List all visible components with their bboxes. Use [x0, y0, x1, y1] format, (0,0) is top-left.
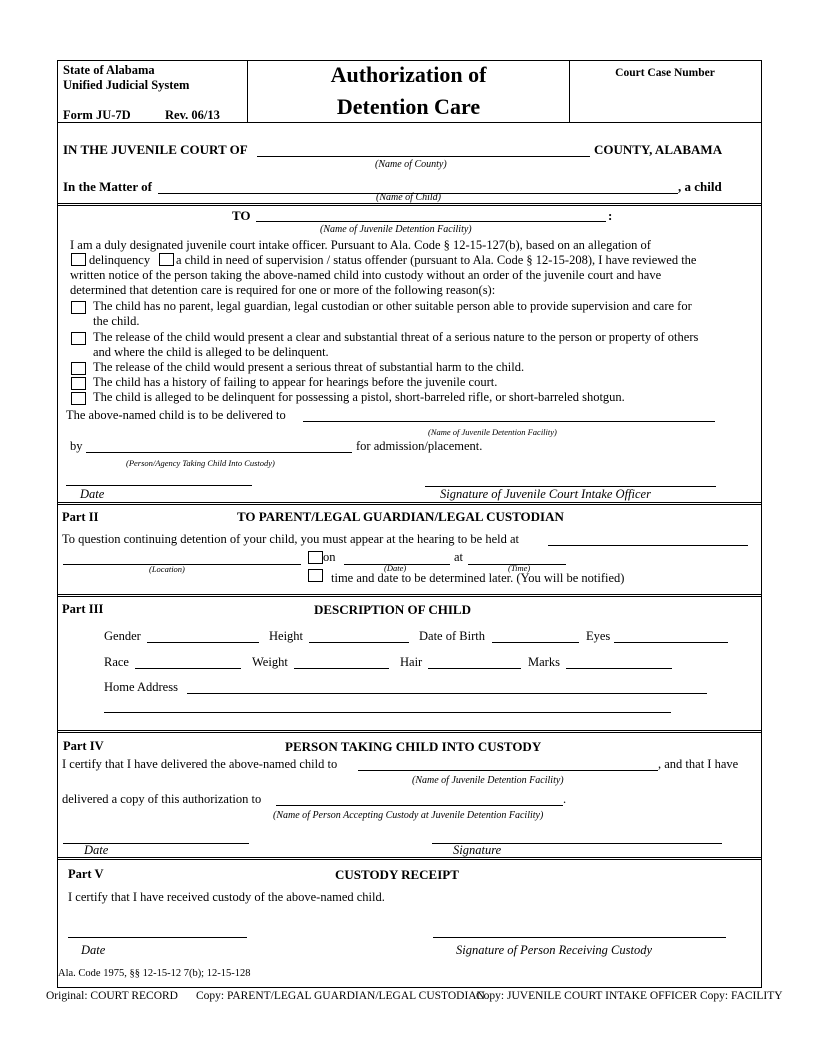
part4-label: Part IV: [63, 739, 104, 753]
address-field[interactable]: [187, 693, 707, 694]
original-distribution: Original: COURT RECORD: [46, 990, 178, 1002]
child-caption: (Name of Child): [376, 192, 441, 203]
reason4-text: The child has a history of failing to appear for hearings before the juvenile court.: [93, 375, 498, 389]
custody-person-field[interactable]: [86, 452, 352, 453]
hearing-date-checkbox[interactable]: [308, 551, 323, 564]
reason1-checkbox[interactable]: [71, 301, 86, 314]
county-alabama-label: COUNTY, ALABAMA: [594, 142, 723, 157]
admission-label: for admission/placement.: [356, 439, 483, 453]
part2-heading: TO PARENT/LEGAL GUARDIAN/LEGAL CUSTODIAN: [237, 509, 564, 524]
legal-citation: Ala. Code 1975, §§ 12-15-12 7(b); 12-15-128: [58, 968, 251, 979]
to-colon: :: [608, 208, 613, 223]
date-caption: (Date): [384, 563, 407, 573]
gender-field[interactable]: [147, 642, 259, 643]
part4-facility-caption: (Name of Juvenile Detention Facility): [412, 775, 564, 786]
date-field[interactable]: [66, 485, 252, 486]
child-suffix: , a child: [678, 179, 722, 194]
height-label: Height: [269, 629, 304, 643]
county-caption: (Name of County): [375, 159, 447, 170]
address-field-line2[interactable]: [104, 712, 671, 713]
later-label: time and date to be determined later. (You will be notified): [331, 571, 625, 585]
section-rule: [57, 857, 761, 860]
part5-date-label: Date: [81, 943, 106, 957]
dob-label: Date of Birth: [419, 629, 485, 643]
part4-and-that: , and that I have: [658, 757, 739, 771]
part3-heading: DESCRIPTION OF CHILD: [314, 602, 471, 617]
time-caption: (Time): [508, 563, 531, 573]
copy-facility: Copy: FACILITY: [700, 990, 783, 1002]
hearing-question: To question continuing detention of your child, you must appear at the hearing to be held at: [62, 532, 520, 546]
part3-label: Part III: [62, 602, 104, 616]
part4-facility-field[interactable]: [358, 770, 658, 771]
weight-label: Weight: [252, 655, 288, 669]
status-offender-checkbox[interactable]: [159, 253, 174, 266]
accepting-person-field[interactable]: [276, 805, 563, 806]
section-rule: [57, 203, 761, 206]
intake-signature-label: Signature of Juvenile Court Intake Officer: [440, 487, 651, 501]
location-caption: (Location): [149, 564, 185, 574]
part5-label: Part V: [68, 867, 104, 881]
to-label: TO: [232, 208, 251, 223]
system-name: Unified Judicial System: [63, 78, 190, 92]
form-number: Form JU-7D: [63, 108, 131, 122]
eyes-label: Eyes: [586, 629, 611, 643]
part5-heading: CUSTODY RECEIPT: [335, 867, 459, 882]
copy-parent: Copy: PARENT/LEGAL GUARDIAN/LEGAL CUSTODIAN: [196, 990, 485, 1002]
weight-field[interactable]: [294, 668, 389, 669]
form-title-line1: Authorization of: [330, 62, 487, 87]
gender-label: Gender: [104, 629, 141, 643]
delivered-copy-period: .: [563, 792, 567, 806]
delinquency-checkbox[interactable]: [71, 253, 86, 266]
part5-certify: I certify that I have received custody of the above-named child.: [68, 890, 385, 904]
part5-signature-label: Signature of Person Receiving Custody: [456, 943, 653, 957]
marks-label: Marks: [528, 655, 560, 669]
form-title-line2: Detention Care: [336, 94, 481, 119]
reason5-text: The child is alleged to be delinquent for possessing a pistol, short-barreled rifle, or short-barreled shotgun.: [93, 390, 625, 404]
header-bottom-rule: [57, 122, 761, 123]
reason2-text-cont: and where the child is alleged to be delinquent.: [93, 345, 329, 359]
on-label: on: [323, 550, 336, 564]
height-field[interactable]: [309, 642, 409, 643]
part4-certify: I certify that I have delivered the above-named child to: [62, 757, 338, 771]
at-label: at: [454, 550, 464, 564]
delivered-copy-label: delivered a copy of this authorization to: [62, 792, 262, 806]
form-revision: Rev. 06/13: [165, 108, 220, 122]
part5-date-field[interactable]: [68, 937, 247, 938]
dob-field[interactable]: [492, 642, 579, 643]
hearing-place-field[interactable]: [548, 545, 748, 546]
matter-label: In the Matter of: [63, 179, 152, 194]
delinquency-label: delinquency: [89, 253, 151, 267]
reason2-checkbox[interactable]: [71, 332, 86, 345]
date-label: Date: [80, 487, 105, 501]
court-case-number-label: Court Case Number: [615, 67, 715, 79]
reason1-text-cont: the child.: [93, 314, 140, 328]
eyes-field[interactable]: [614, 642, 728, 643]
custody-person-caption: (Person/Agency Taking Child Into Custody): [126, 458, 275, 468]
delivered-facility-field[interactable]: [303, 421, 715, 422]
marks-field[interactable]: [566, 668, 672, 669]
state-name: State of Alabama: [63, 63, 155, 77]
facility-field[interactable]: [256, 221, 606, 222]
address-label: Home Address: [104, 680, 178, 694]
part2-label: Part II: [62, 510, 99, 524]
section-rule: [57, 502, 761, 505]
part5-signature-field[interactable]: [433, 937, 726, 938]
intro-line3: written notice of the person taking the above-named child into custody without an order of the juvenile court and have: [70, 268, 662, 282]
reason5-checkbox[interactable]: [71, 392, 86, 405]
county-field[interactable]: [257, 156, 590, 157]
reason3-checkbox[interactable]: [71, 362, 86, 375]
intro-line4: determined that detention care is required for one or more of the following reason(s):: [70, 283, 496, 297]
part4-heading: PERSON TAKING CHILD INTO CUSTODY: [285, 739, 542, 754]
reason2-text: The release of the child would present a clear and substantial threat of a serious nature to the person or property of others: [93, 330, 699, 344]
reason1-text: The child has no parent, legal guardian, legal custodian or other suitable person able to provide supervision and care for: [93, 299, 692, 313]
juvenile-court-label: IN THE JUVENILE COURT OF: [63, 142, 248, 157]
race-label: Race: [104, 655, 129, 669]
later-checkbox[interactable]: [308, 569, 323, 582]
hair-field[interactable]: [428, 668, 521, 669]
delivered-facility-caption: (Name of Juvenile Detention Facility): [428, 427, 557, 437]
reason4-checkbox[interactable]: [71, 377, 86, 390]
race-field[interactable]: [135, 668, 241, 669]
hair-label: Hair: [400, 655, 423, 669]
section-rule: [57, 730, 761, 733]
section-rule: [57, 594, 761, 597]
facility-caption: (Name of Juvenile Detention Facility): [320, 224, 472, 235]
copy-intake-officer: Copy: JUVENILE COURT INTAKE OFFICER: [476, 990, 698, 1002]
part4-date-label: Date: [84, 843, 109, 857]
by-label: by: [70, 439, 83, 453]
delivered-to-label: The above-named child is to be delivered to: [66, 408, 286, 422]
intro-line2: a child in need of supervision / status offender (pursuant to Ala. Code § 12-15-208), I have reviewed the: [176, 253, 697, 267]
part4-signature-label: Signature: [453, 843, 502, 857]
intro-line1: I am a duly designated juvenile court intake officer. Pursuant to Ala. Code § 12-15-127(b), based on an allegation of: [70, 238, 651, 252]
accepting-person-caption: (Name of Person Accepting Custody at Juvenile Detention Facility): [273, 810, 544, 821]
reason3-text: The release of the child would present a serious threat of substantial harm to the child.: [93, 360, 525, 374]
